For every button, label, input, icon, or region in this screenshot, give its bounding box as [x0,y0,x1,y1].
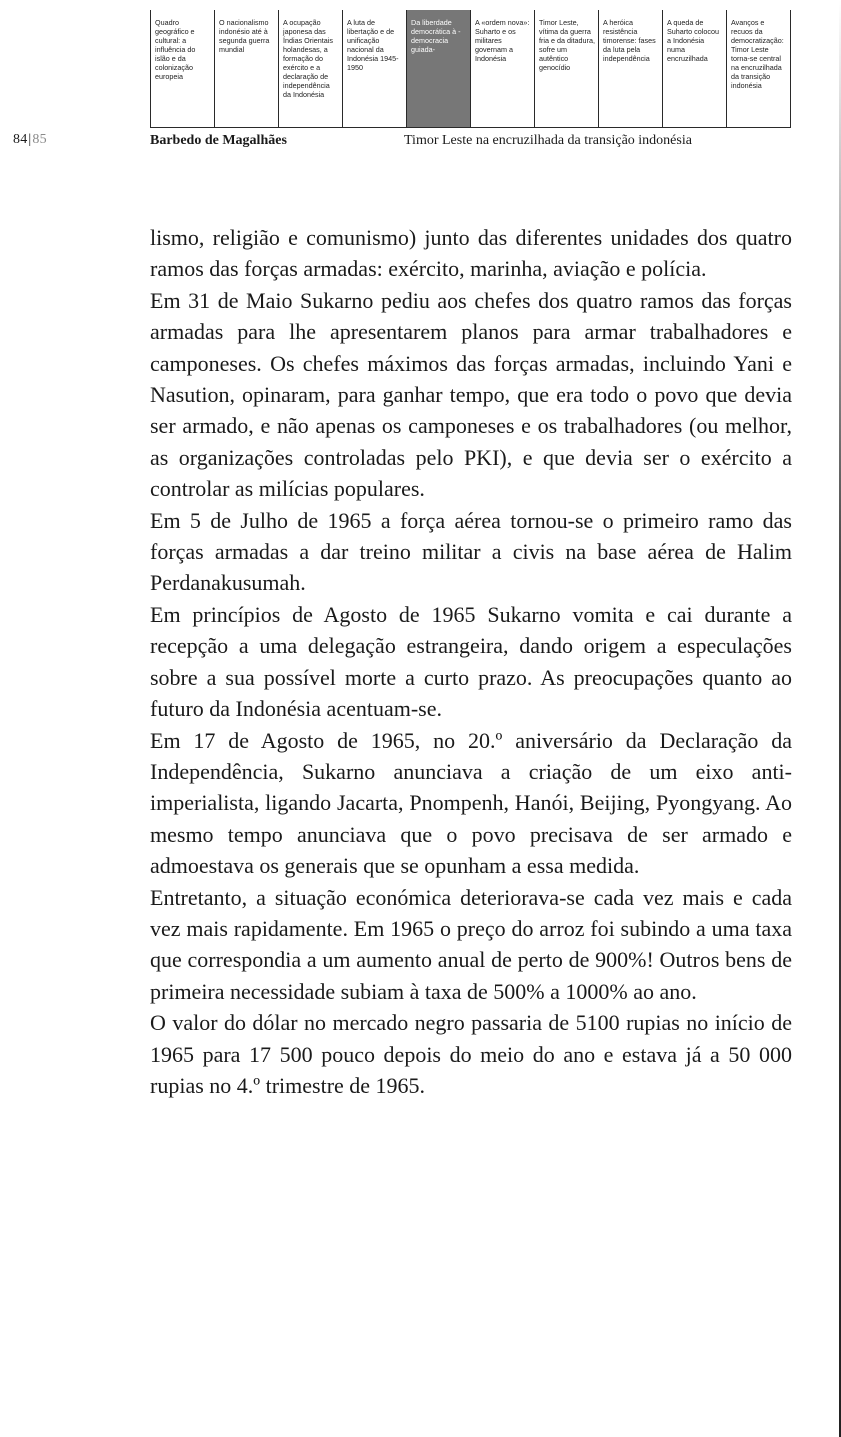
author-name: Barbedo de Magalhães [150,133,287,148]
chapter-navigation-table [150,10,791,128]
page-number-left: 84 [13,132,28,147]
chapter-cell-6: A «ordem nova»: Suharto e os militares governam a Indonésia [471,10,535,127]
running-title: Timor Leste na encruzilhada da transição indonésia [404,133,692,148]
chapter-cell-3: A ocupação japonesa das Índias Orientais holandesas, a formação do exército e a declaração de independência da Indonésia [279,10,343,127]
chapter-cell-5-current: Da liberdade democrática à -democracia guiada- [407,10,471,127]
chapter-cell-8: A heróica resistência timorense: fases da luta pela independência [599,10,663,127]
chapter-cell-10: Avanços e recuos da democratização: Timor Leste torna-se central na encruzilhada da transição indonésia [727,10,791,127]
chapter-cell-1: Quadro geográfico e cultural: a influência do islão e da colonização europeia [151,10,215,127]
chapter-cell-4: A luta de libertação e de unificação nacional da Indonésia 1945-1950 [343,10,407,127]
page-numbers [13,132,47,148]
paragraph: lismo, religião e comunismo) junto das diferentes unidades dos quatro ramos das forças armadas: exército, marinha, aviação e polícia. [150,225,792,282]
chapter-cell-9: A queda de Suharto colocou a Indonésia numa encruzilhada [663,10,727,127]
page-number-right: 85 [32,132,47,147]
paragraph: O valor do dólar no mercado negro passaria de 5100 rupias no início de 1965 para 17 500 pouco depois do meio do ano e estava já a 50 000 rupias no 4.º trimestre de 1965. [150,1010,792,1098]
page-number-separator: | [28,132,32,147]
paragraph: Em 17 de Agosto de 1965, no 20.º aniversário da Declaração da Independência, Sukarno anunciava a criação de um eixo anti-imperialista, ligando Jacarta, Pnompenh, Hanói, Beijing, Pyongyang. Ao mesmo tempo anunciava que o povo precisava de ser armado e admoestava os generais que se opunham a essa medida. [150,727,792,879]
chapter-cell-7: Timor Leste, vítima da guerra fria e da ditadura, sofre um autêntico genocídio [535,10,599,127]
paragraph: Em 5 de Julho de 1965 a força aérea tornou-se o primeiro ramo das forças armadas a dar treino militar a civis na base aérea de Halim Perdanakusumah. [150,507,792,596]
paragraph: Em princípios de Agosto de 1965 Sukarno vomita e cai durante a recepção a uma delegação estrangeira, dando origem a especulações sobre a sua possível morte a curto prazo. As preocupações quanto ao futuro da Indonésia acentuam-se. [150,601,792,722]
paragraph: Em 31 de Maio Sukarno pediu aos chefes dos quatro ramos das forças armadas para lhe apresentarem planos para armar trabalhadores e camponeses. Os chefes máximos das forças armadas, incluindo Yani e Nasution, opinaram, para ganhar tempo, que era todo o povo que devia ser armado, e não apenas os camponeses e os trabalhadores (ou melhor, as organizações controladas pelo PKI), e que devia ser o exército a controlar as milícias populares. [150,287,792,502]
chapter-cell-2: O nacionalismo indonésio até à segunda guerra mundial [215,10,279,127]
paragraph: Entretanto, a situação económica deteriorava-se cada vez mais e cada vez mais rapidamente. Em 1965 o preço do arroz foi subindo a uma taxa que correspondia a um aumento anual de perto de 900%! Outros bens de primeira necessidade subiam à taxa de 500% a 1000% ao ano. [150,884,792,1004]
body-text [150,222,792,1101]
